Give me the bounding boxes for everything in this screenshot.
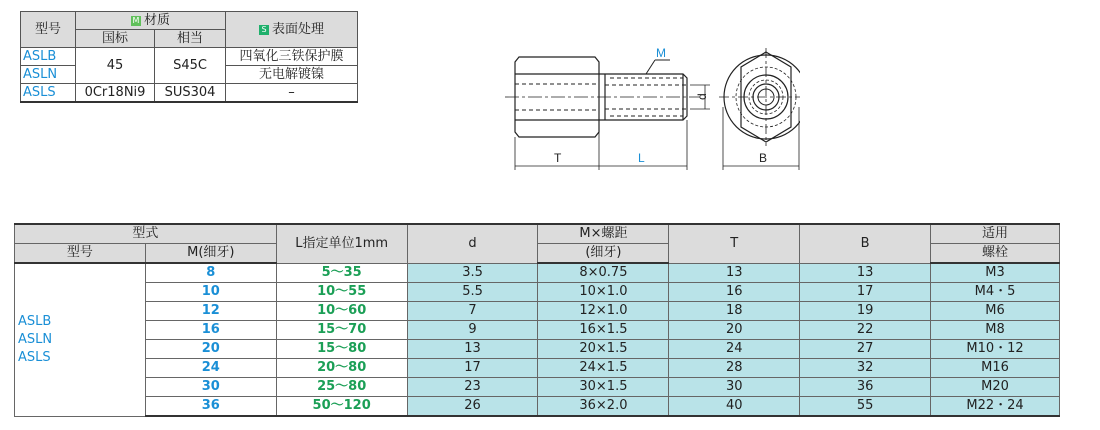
label-b: B (759, 151, 768, 165)
table-row (15, 397, 1060, 417)
spec-pitch: 16×1.5 (538, 321, 669, 340)
spec-m: 20 (145, 340, 276, 359)
spec-bolt: M22・24 (931, 397, 1060, 417)
part-drawing (500, 40, 800, 175)
spec-pitch: 20×1.5 (538, 340, 669, 359)
spec-pitch: 36×2.0 (538, 397, 669, 417)
spec-b: 19 (800, 302, 931, 321)
spec-t: 20 (669, 321, 800, 340)
spec-t: 40 (669, 397, 800, 417)
table-row (15, 302, 1060, 321)
mat-surface: 无电解镀镍 (226, 66, 358, 84)
mat-header-gb: 国标 (76, 30, 155, 48)
table-row (21, 48, 358, 66)
spec-b: 32 (800, 359, 931, 378)
table-row (15, 378, 1060, 397)
spec-d: 5.5 (407, 283, 538, 302)
spec-header-bolt-1: 适用 (931, 224, 1060, 244)
spec-l: 50～120 (276, 397, 407, 417)
spec-pitch: 8×0.75 (538, 263, 669, 283)
spec-d: 3.5 (407, 263, 538, 283)
mat-surface: 四氧化三铁保护膜 (226, 48, 358, 66)
spec-model: ASLN (18, 331, 53, 347)
spec-bolt: M8 (931, 321, 1060, 340)
spec-d: 7 (407, 302, 538, 321)
spec-b: 36 (800, 378, 931, 397)
spec-bolt: M10・12 (931, 340, 1060, 359)
table-row (15, 283, 1060, 302)
spec-l: 15～70 (276, 321, 407, 340)
spec-pitch: 12×1.0 (538, 302, 669, 321)
spec-bolt: M3 (931, 263, 1060, 283)
spec-m: 8 (145, 263, 276, 283)
spec-d: 13 (407, 340, 538, 359)
mat-model: ASLS (21, 84, 76, 103)
table-row (21, 84, 358, 103)
material-table (20, 11, 358, 103)
spec-m: 16 (145, 321, 276, 340)
spec-l: 5～35 (276, 263, 407, 283)
spec-l: 10～60 (276, 302, 407, 321)
mat-equiv: SUS304 (155, 84, 226, 103)
mat-header-material (76, 12, 226, 30)
mat-surface: – (226, 84, 358, 103)
spec-l: 15～80 (276, 340, 407, 359)
mat-header-equiv: 相当 (155, 30, 226, 48)
mat-model: ASLN (21, 66, 76, 84)
spec-header-m: M(细牙) (145, 244, 276, 264)
mat-header-surface (226, 12, 358, 48)
spec-bolt: M4・5 (931, 283, 1060, 302)
spec-d: 23 (407, 378, 538, 397)
spec-m: 24 (145, 359, 276, 378)
spec-header-type: 型式 (15, 224, 277, 244)
spec-l: 20～80 (276, 359, 407, 378)
table-row (15, 321, 1060, 340)
spec-t: 28 (669, 359, 800, 378)
spec-b: 13 (800, 263, 931, 283)
label-l: L (638, 151, 645, 165)
table-row (15, 263, 1060, 283)
spec-t: 18 (669, 302, 800, 321)
spec-header-model: 型号 (15, 244, 146, 264)
spec-m: 30 (145, 378, 276, 397)
spec-header-pitch-2: (细牙) (538, 244, 669, 264)
mat-equiv: S45C (155, 48, 226, 84)
mat-header-model: 型号 (21, 12, 76, 48)
spec-header-d: d (407, 224, 538, 263)
mat-header-surface-label: 表面处理 (271, 21, 324, 37)
spec-table-body (15, 263, 1060, 416)
spec-t: 13 (669, 263, 800, 283)
label-m: M (656, 46, 666, 60)
mat-header-material-label: 材质 (143, 12, 170, 28)
table-row (15, 340, 1060, 359)
spec-b: 27 (800, 340, 931, 359)
spec-model: ASLS (18, 349, 51, 365)
spec-m: 36 (145, 397, 276, 417)
spec-header-bolt-2: 螺栓 (931, 244, 1060, 264)
spec-d: 9 (407, 321, 538, 340)
mat-model: ASLB (21, 48, 76, 66)
spec-model-cell (15, 263, 146, 416)
spec-header-t: T (669, 224, 800, 263)
material-m-icon: M (132, 15, 140, 25)
spec-d: 17 (407, 359, 538, 378)
label-d: d (695, 93, 709, 100)
spec-b: 55 (800, 397, 931, 417)
mat-gb: 0Cr18Ni9 (76, 84, 155, 103)
spec-l: 10～55 (276, 283, 407, 302)
spec-t: 16 (669, 283, 800, 302)
spec-table (14, 223, 1060, 417)
spec-model: ASLB (18, 313, 52, 329)
spec-bolt: M6 (931, 302, 1060, 321)
spec-t: 24 (669, 340, 800, 359)
spec-header-pitch-1: M×螺距 (538, 224, 669, 244)
table-row (15, 359, 1060, 378)
spec-header-b: B (800, 224, 931, 263)
spec-pitch: 24×1.5 (538, 359, 669, 378)
surface-s-icon: S (259, 25, 269, 35)
spec-bolt: M20 (931, 378, 1060, 397)
spec-header-l: L指定单位1mm (276, 224, 407, 263)
mat-gb: 45 (76, 48, 155, 84)
spec-pitch: 10×1.0 (538, 283, 669, 302)
spec-d: 26 (407, 397, 538, 417)
spec-pitch: 30×1.5 (538, 378, 669, 397)
spec-b: 22 (800, 321, 931, 340)
spec-m: 12 (145, 302, 276, 321)
spec-l: 25～80 (276, 378, 407, 397)
spec-b: 17 (800, 283, 931, 302)
label-t: T (554, 151, 562, 165)
spec-m: 10 (145, 283, 276, 302)
spec-t: 30 (669, 378, 800, 397)
spec-bolt: M16 (931, 359, 1060, 378)
